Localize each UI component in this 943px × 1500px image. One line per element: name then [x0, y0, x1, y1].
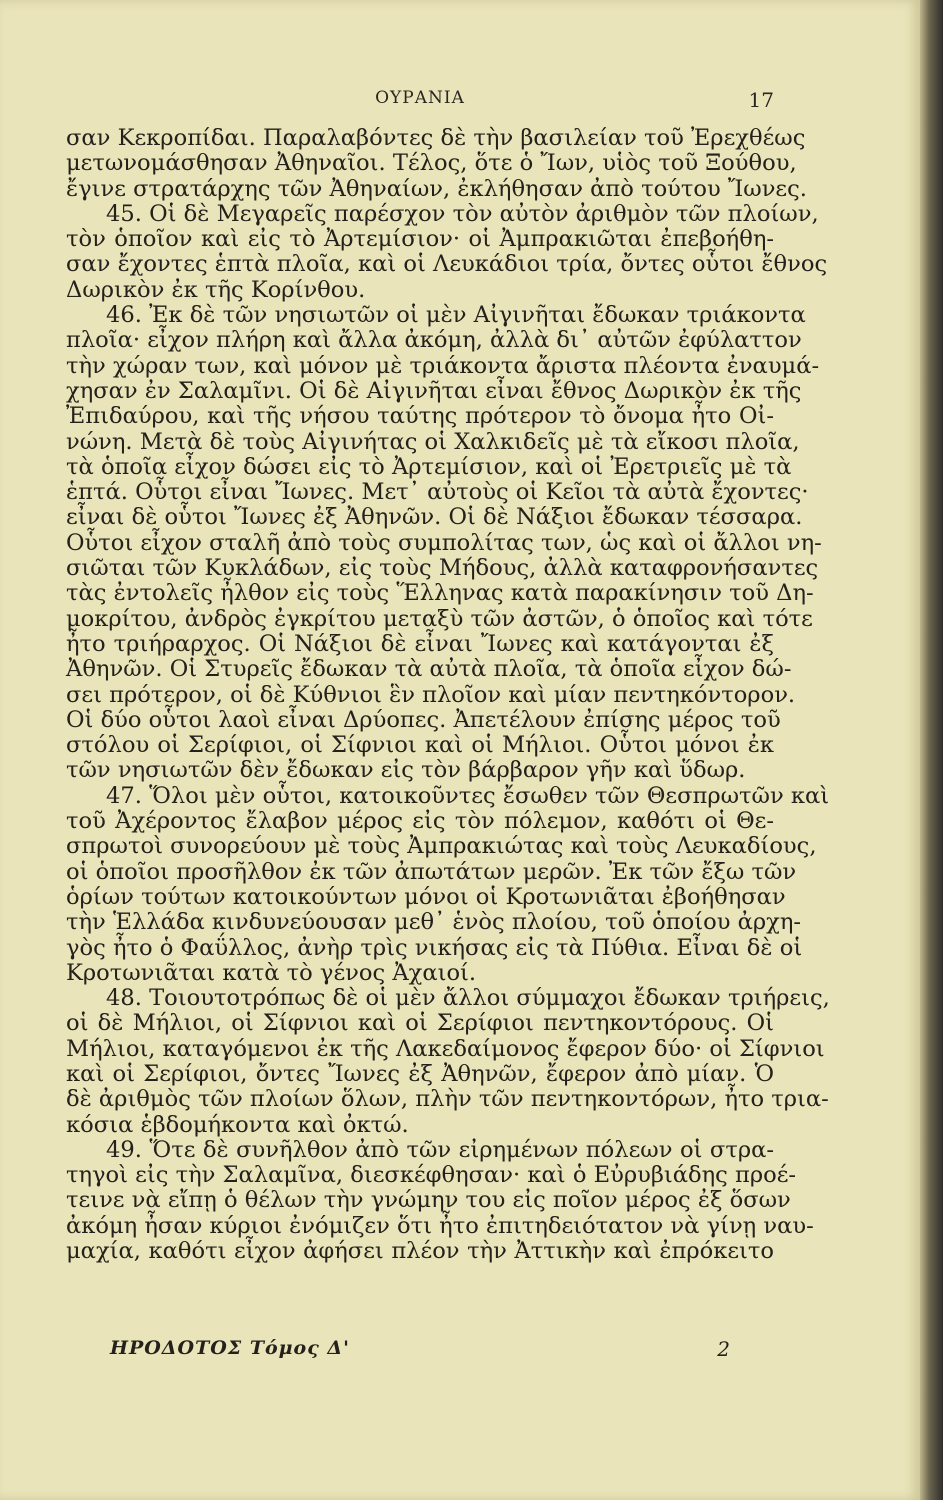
text-line: καὶ οἱ Σερίφιοι, ὄντες Ἴωνες ἐξ Ἀθηνῶν, ἔφερον ἀπὸ μίαν. Ὁ [66, 1060, 774, 1087]
text-line: ὁρίων τούτων κατοικούντων μόνοι οἱ Κροτωνιᾶται ἐβοήθησαν [66, 883, 786, 910]
sheet-number: 2 [717, 1337, 730, 1361]
text-line: Ἐπιδαύρου, καὶ τῆς νήσου ταύτης πρότερον τὸ ὄνομα ἦτο Οἰ- [66, 403, 774, 430]
text-line: σαν Κεκροπίδαι. Παραλαβόντες δὲ τὴν βασιλείαν τοῦ Ἐρεχθέως [66, 125, 806, 151]
text-line: μαχία, καθότι εἶχον ἀφήσει πλέον τὴν Ἀττικὴν καὶ ἐπρόκειτο [66, 1238, 774, 1265]
text-line: κόσια ἑβδομήκοντα καὶ ὀκτώ. [66, 1111, 409, 1138]
text-line: Οὗτοι εἶχον σταλῆ ἀπὸ τοὺς συμπολίτας των, ὡς καὶ οἱ ἄλλοι νη- [66, 529, 822, 556]
text-line: εἶναι δὲ οὗτοι Ἴωνες ἐξ Ἀθηνῶν. Οἱ δὲ Νάξιοι ἔδωκαν τέσσαρα. [66, 504, 803, 531]
text-line: τὴν Ἑλλάδα κινδυνεύουσαν μεθ᾽ ἑνὸς πλοίου, τοῦ ὁποίου ἀρχη- [66, 909, 802, 936]
text-line: Μήλιοι, καταγόμενοι ἐκ τῆς Λακεδαίμονος ἔφερον δύο· οἱ Σίφνιοι [66, 1035, 825, 1062]
paragraph-47-start: 47. Ὅλοι μὲν οὗτοι, κατοικοῦντες ἔσωθεν τῶν Θεσπρωτῶν καὶ [106, 782, 830, 809]
page-number: 17 [748, 88, 774, 112]
text-line: τὰς ἐντολεῖς ἦλθον εἰς τοὺς Ἕλληνας κατὰ παρακίνησιν τοῦ Δη- [66, 580, 814, 607]
text-line: τεινε νὰ εἴπῃ ὁ θέλων τὴν γνώμην του εἰς ποῖον μέρος ἐξ ὅσων [66, 1187, 791, 1214]
text-line: Οἱ δύο οὗτοι λαοὶ εἶναι Δρύοπες. Ἀπετέλουν ἐπίσης μέρος τοῦ [66, 706, 781, 733]
text-line: στόλου οἱ Σερίφιοι, οἱ Σίφνιοι καὶ οἱ Μήλιοι. Οὗτοι μόνοι ἐκ [66, 732, 774, 759]
text-line: μοκρίτου, ἀνδρὸς ἐγκρίτου μεταξὺ τῶν ἀστῶν, ὁ ὁποῖος καὶ τότε [66, 605, 813, 632]
text-line: νώνη. Μετὰ δὲ τοὺς Αἰγινήτας οἱ Χαλκιδεῖς μὲ τὰ εἴκοσι πλοῖα, [66, 428, 800, 455]
text-line: τῶν νησιωτῶν δὲν ἔδωκαν εἰς τὸν βάρβαρον γῆν καὶ ὕδωρ. [66, 757, 746, 784]
paragraph-48-start: 48. Τοιουτοτρόπως δὲ οἱ μὲν ἄλλοι σύμμαχοι ἔδωκαν τριήρεις, [106, 985, 830, 1012]
paragraph-46-start: 46. Ἐκ δὲ τῶν νησιωτῶν οἱ μὲν Αἰγινῆται ἔδωκαν τριάκοντα [106, 302, 806, 329]
text-line: σπρωτοὶ συνορεύουν μὲ τοὺς Ἀμπρακιώτας καὶ τοὺς Λευκαδίους, [66, 833, 817, 860]
text-line: σαν ἔχοντες ἑπτὰ πλοῖα, καὶ οἱ Λευκάδιοι τρία, ὄντες οὗτοι ἔθνος [66, 251, 828, 278]
text-line: Δωρικὸν ἐκ τῆς Κορίνθου. [66, 276, 366, 303]
text-line: Ἀθηνῶν. Οἱ Στυρεῖς ἔδωκαν τὰ αὐτὰ πλοῖα, τὰ ὁποῖα εἶχον δώ- [66, 656, 792, 683]
paragraph-45-start: 45. Οἱ δὲ Μεγαρεῖς παρέσχον τὸν αὐτὸν ἀριθμὸν τῶν πλοίων, [106, 200, 819, 227]
text-line: τὸν ὁποῖον καὶ εἰς τὸ Ἀρτεμίσιον· οἱ Ἀμπρακιῶται ἐπεβοήθη- [66, 226, 774, 253]
text-line: ἦτο τριήραρχος. Οἱ Νάξιοι δὲ εἶναι Ἴωνες καὶ κατάγονται ἐξ [66, 630, 774, 657]
text-line: ἀκόμη ἦσαν κύριοι ἐνόμιζεν ὅτι ἦτο ἐπιτηδειότατον νὰ γίνῃ ναυ- [66, 1212, 814, 1239]
text-line: Κροτωνιᾶται κατὰ τὸ γένος Ἀχαιοί. [66, 959, 477, 986]
text-line: οἱ δὲ Μήλιοι, οἱ Σίφνιοι καὶ οἱ Σερίφιοι πεντηκοντόρους. Οἱ [66, 1010, 774, 1037]
page-edge [920, 0, 943, 1500]
text-line: ἑπτά. Οὗτοι εἶναι Ἴωνες. Μετ᾽ αὐτοὺς οἱ Κεῖοι τὰ αὐτὰ ἔχοντες· [66, 479, 809, 506]
text-line: δὲ ἀριθμὸς τῶν πλοίων ὅλων, πλὴν τῶν πεντηκοντόρων, ἦτο τρια- [66, 1086, 829, 1113]
text-line: οἱ ὁποῖοι προσῆλθον ἐκ τῶν ἀπωτάτων μερῶν. Ἐκ τῶν ἔξω τῶν [66, 858, 797, 885]
text-line: τὴν χώραν των, καὶ μόνον μὲ τριάκοντα ἄριστα πλέοντα ἐναυμά- [66, 352, 820, 379]
body-text [66, 125, 830, 1265]
text-line: πλοῖα· εἶχον πλήρη καὶ ἄλλα ἀκόμη, ἀλλὰ δι᾽ αὐτῶν ἐφύλαττον [66, 327, 802, 354]
text-line: τοῦ Ἀχέροντος ἔλαβον μέρος εἰς τὸν πόλεμον, καθότι οἱ Θε- [66, 808, 774, 835]
text-line: τηγοὶ εἰς τὴν Σαλαμῖνα, διεσκέφθησαν· καὶ ὁ Εὐρυβιάδης προέ- [66, 1162, 797, 1189]
text-line: μετωνομάσθησαν Ἀθηναῖοι. Τέλος, ὅτε ὁ Ἴων, υἱὸς τοῦ Ξούθου, [66, 150, 797, 177]
text-line: γὸς ἦτο ὁ Φαΰλλος, ἀνὴρ τρὶς νικήσας εἰς τὰ Πύθια. Εἶναι δὲ οἱ [66, 934, 803, 961]
running-title: ΟΥΡΑΝΙΑ [375, 88, 465, 108]
text-line: ἔγινε στρατάρχης τῶν Ἀθηναίων, ἐκλήθησαν ἀπὸ τούτου Ἴωνες. [66, 175, 807, 202]
paragraph-49-start: 49. Ὅτε δὲ συνῆλθον ἀπὸ τῶν εἰρημένων πόλεων οἱ στρα- [106, 1136, 774, 1163]
text-line: σιῶται τῶν Κυκλάδων, εἰς τοὺς Μήδους, ἀλλὰ καταφρονήσαντες [66, 555, 819, 582]
text-line: χησαν ἐν Σαλαμῖνι. Οἱ δὲ Αἰγινῆται εἶναι ἔθνος Δωρικὸν ἐκ τῆς [66, 377, 802, 404]
text-line: τὰ ὁποῖα εἶχον δώσει εἰς τὸ Ἀρτεμίσιον, καὶ οἱ Ἐρετριεῖς μὲ τὰ [66, 453, 792, 480]
text-line: σει πρότερον, οἱ δὲ Κύθνιοι ἓν πλοῖον καὶ μίαν πεντηκόντορον. [66, 681, 796, 708]
signature-mark: ΗΡΟΔΟΤΟΣ Τόμος Δ' [110, 1337, 350, 1359]
